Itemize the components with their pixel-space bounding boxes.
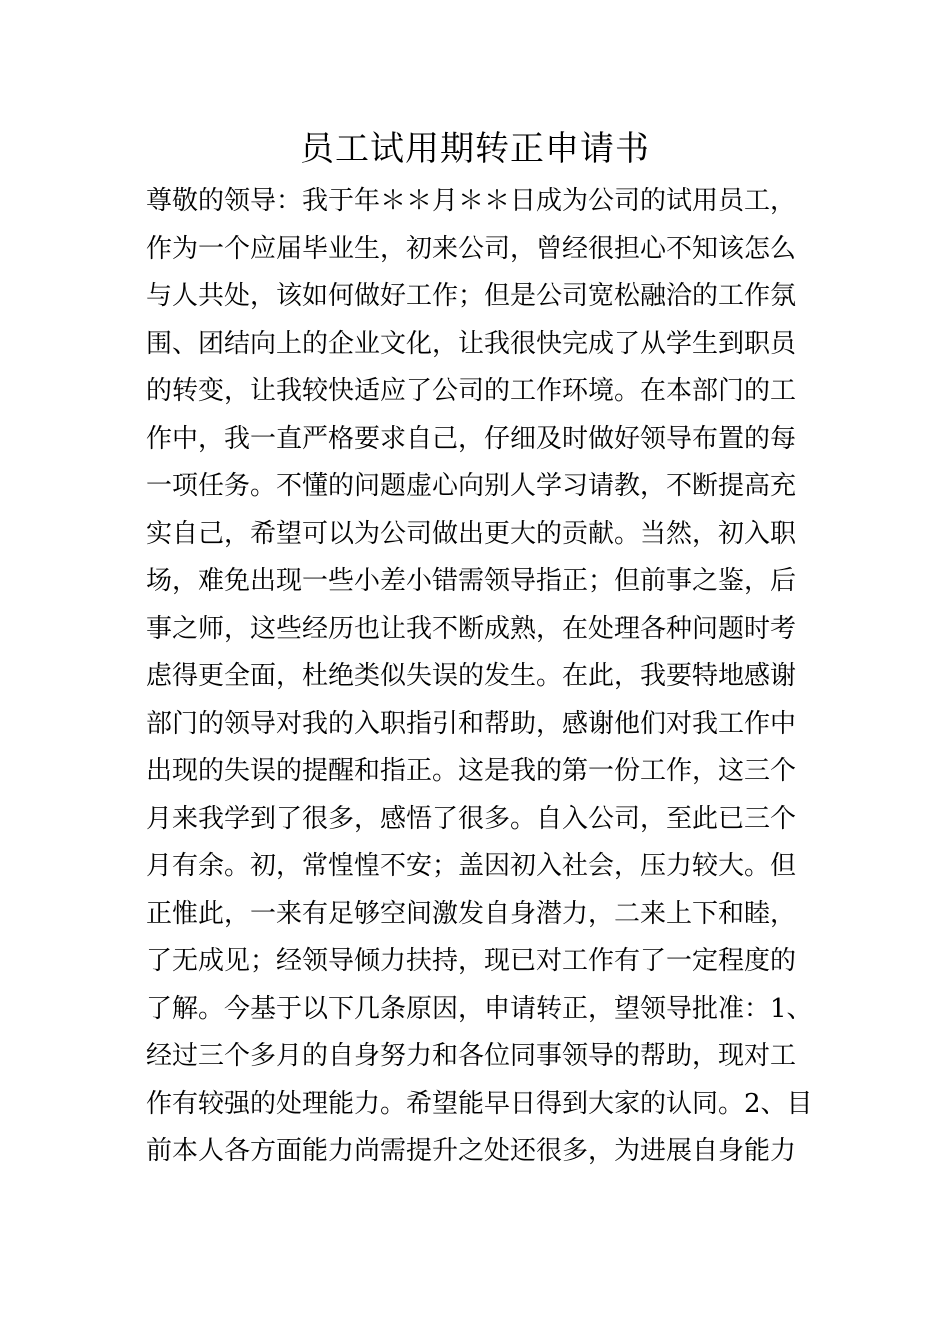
body-line: 场，难免出现一些小差小错需领导指正；但前事之鉴，后 [146, 566, 797, 596]
body-line: 月来我学到了很多，感悟了很多。自入公司，至此已三个 [146, 803, 797, 834]
body-line: 作有较强的处理能力。希望能早日得到大家的认同。2、目 [146, 1088, 813, 1119]
body-line: 出现的失误的提醒和指正。这是我的第一份工作，这三个 [146, 756, 797, 786]
body-line: 虑得更全面，杜绝类似失误的发生。在此，我要特地感谢 [146, 661, 797, 691]
body-line: 月有余。初，常惶惶不安；盖因初入社会，压力较大。但 [146, 851, 797, 881]
document-body [146, 178, 816, 1176]
body-line: 与人共处，该如何做好工作；但是公司宽松融洽的工作氛 [146, 281, 797, 311]
body-line: 的转变，让我较快适应了公司的工作环境。在本部门的工 [146, 376, 797, 406]
body-line: 作为一个应届毕业生，初来公司，曾经很担心不知该怎么 [146, 233, 797, 264]
body-line: 作中，我一直严格要求自己，仔细及时做好领导布置的每 [146, 423, 797, 454]
body-line: 事之师，这些经历也让我不断成熟，在处理各种问题时考 [146, 613, 797, 644]
body-line: 前本人各方面能力尚需提升之处还很多，为进展自身能力 [146, 1136, 797, 1166]
body-line: 一项任务。不懂的问题虚心向别人学习请教，不断提高充 [146, 471, 797, 501]
body-line: 了解。今基于以下几条原因，申请转正，望领导批准：1、 [146, 993, 813, 1024]
body-line: 尊敬的领导：我于年＊＊月＊＊日成为公司的试用员工， [146, 186, 797, 216]
document-title: 员工试用期转正申请书 [300, 129, 650, 169]
body-line: 经过三个多月的自身努力和各位同事领导的帮助，现对工 [146, 1041, 797, 1071]
body-line: 了无成见；经领导倾力扶持，现已对工作有了一定程度的 [146, 946, 797, 976]
body-line: 实自己，希望可以为公司做出更大的贡献。当然，初入职 [146, 518, 797, 549]
body-line: 正惟此，一来有足够空间激发自身潜力，二来上下和睦， [146, 898, 797, 929]
body-line: 部门的领导对我的入职指引和帮助，感谢他们对我工作中 [146, 708, 797, 739]
body-line: 围、团结向上的企业文化，让我很快完成了从学生到职员 [146, 328, 797, 359]
